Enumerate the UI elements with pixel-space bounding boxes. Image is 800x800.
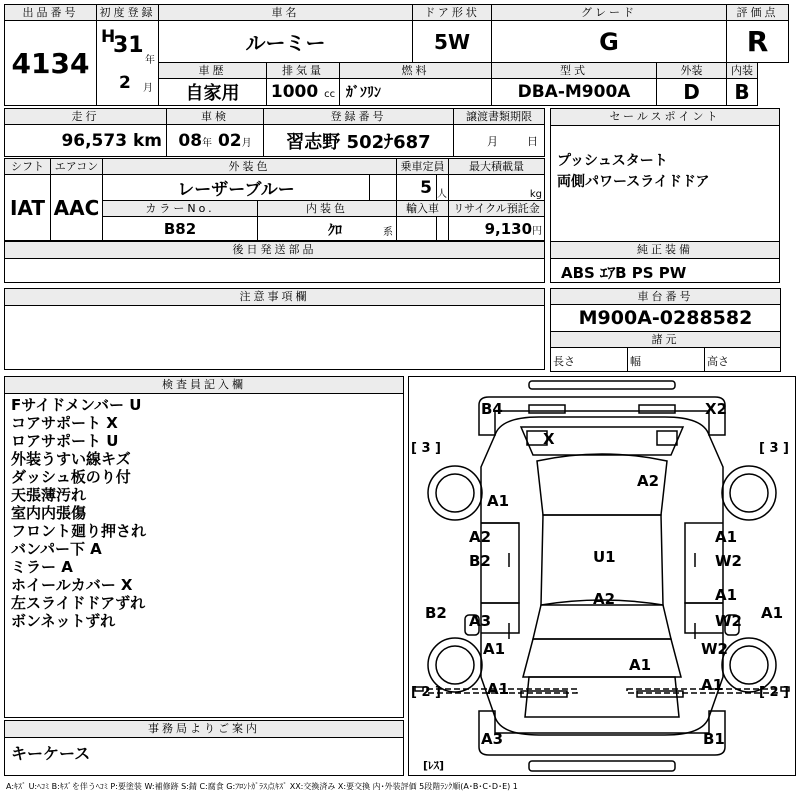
max-load-label: 最大積載量: [449, 159, 545, 175]
int-color-unit: 系: [383, 227, 394, 238]
equipment-box: [550, 241, 780, 283]
mileage: 96,573: [61, 130, 128, 151]
damage-mark: A1: [487, 492, 510, 510]
score-label: 評価点: [727, 5, 789, 21]
inspector-note: 天張薄汚れ: [11, 486, 87, 504]
displacement-unit: cc: [324, 89, 336, 100]
reg-year-unit: 年: [145, 55, 155, 66]
damage-mark: A3: [469, 612, 492, 630]
inspector-label: 検査員記入欄: [5, 377, 403, 394]
inspector-box: [4, 376, 404, 718]
inspector-note: 室内内張傷: [11, 504, 87, 522]
damage-mark: X2: [705, 400, 728, 418]
inspector-note: ダッシュ板のり付: [11, 468, 131, 486]
sales-label: セールスポイント: [551, 109, 779, 126]
import-cell-a: [397, 217, 437, 241]
era: H: [101, 27, 116, 47]
grade: G: [492, 21, 727, 63]
damage-mark: W2: [701, 640, 728, 658]
grade-label: グレード: [492, 5, 727, 21]
damage-mark: A1: [701, 676, 724, 694]
car-name-label: 車名: [159, 5, 413, 21]
car-name: ルーミー: [159, 21, 413, 63]
reg-no-label: 登録番号: [264, 109, 454, 125]
mileage-table: [4, 108, 545, 157]
inspector-note: ロアサポート U: [11, 432, 119, 450]
exterior-score: D: [657, 79, 727, 106]
damage-mark: A1: [629, 656, 652, 674]
displacement: 1000: [270, 82, 319, 102]
inspector-note: ミラー A: [11, 558, 73, 576]
notes-box: [4, 288, 545, 370]
inspection-label: 車検: [167, 109, 264, 125]
sales-box: [550, 108, 780, 242]
mileage-label: 走行: [5, 109, 167, 125]
office-note: キーケース: [11, 744, 91, 763]
score: R: [727, 21, 789, 63]
recycle-cell: [449, 217, 545, 241]
inspector-note: 左スライドドアずれ: [11, 594, 146, 612]
int-color-label: 内装色: [258, 201, 397, 217]
damage-mark: A2: [469, 528, 492, 546]
insp-month-unit: 月: [241, 137, 252, 149]
inspector-notes: [5, 394, 403, 632]
damage-mark: U1: [593, 548, 616, 566]
history-label: 車歴: [159, 63, 267, 79]
ac-label: エアコン: [51, 159, 103, 175]
recycle-unit: 円: [532, 225, 543, 237]
recycle: 9,130: [484, 219, 533, 238]
color-no: B82: [103, 217, 258, 241]
transfer-label: 譲渡書類期限: [454, 109, 545, 125]
import-cell-b: [437, 217, 449, 241]
height-label: 高さ: [705, 348, 781, 372]
damage-mark: B4: [481, 400, 503, 418]
chassis-table: [550, 288, 781, 372]
transfer-day-unit: 日: [527, 134, 538, 148]
bracket-label: [ﾚｽ]: [423, 759, 445, 772]
first-reg-label: 初度登録: [97, 5, 159, 21]
fuel: ｶﾞｿﾘﾝ: [340, 79, 492, 106]
interior-score: B: [727, 79, 758, 106]
door-label: ドア形状: [413, 5, 492, 21]
inspector-note: フロント廻り押され: [11, 522, 147, 540]
damage-mark: W2: [715, 612, 742, 630]
length-label: 長さ: [551, 348, 628, 372]
interior-label: 内装: [727, 63, 758, 79]
header-table: [4, 4, 789, 106]
first-reg-box: [97, 21, 159, 106]
damage-mark: A1: [487, 680, 510, 698]
bracket-label: [ 2 ]: [759, 685, 789, 700]
damage-mark: A1: [761, 604, 784, 622]
bracket-label: [ 3 ]: [411, 441, 441, 456]
inspector-note: 外装うすい線キズ: [11, 450, 131, 468]
color-no-label: カラーNo.: [103, 201, 258, 217]
width-label: 幅: [628, 348, 705, 372]
reg-no: 習志野 502ﾅ687: [264, 125, 454, 157]
capacity: 5: [397, 175, 437, 201]
inspector-note: ボンネットずれ: [11, 612, 116, 630]
damage-mark: A1: [715, 586, 738, 604]
insp-year-unit: 年: [202, 137, 213, 149]
mileage-cell: [5, 125, 167, 157]
inspection-cell: [167, 125, 264, 157]
damage-mark: A2: [637, 472, 660, 490]
car-diagram: [408, 376, 796, 776]
sales-point: プッシュスタート: [557, 153, 668, 169]
ac: AAC: [51, 175, 103, 241]
inspector-note: コアサポート X: [11, 414, 118, 432]
inspector-note: Fサイドメンバー U: [11, 396, 142, 414]
recycle-label: リサイクル預託金: [449, 201, 545, 217]
inspector-note: ホイールカバー X: [11, 576, 133, 594]
import-label: 輸入車: [397, 201, 449, 217]
ext-color-label: 外装色: [103, 159, 397, 175]
mileage-unit: km: [132, 130, 162, 151]
shift-label: シフト: [5, 159, 51, 175]
int-color: ｸﾛ: [328, 223, 342, 239]
specs-label: 諸元: [551, 332, 781, 348]
fuel-label: 燃料: [340, 63, 492, 79]
damage-mark: B1: [703, 730, 725, 748]
legend: A:ｷｽﾞ U:ﾍｺﾐ B:ｷｽﾞを伴うﾍｺﾐ P:要塗装 W:補修跡 S:錆 C:腐食 G:ﾌﾛﾝﾄｶﾞﾗｽ点ｷｽﾞ XX:交換済み X:要交換 内･外装評価 5段階ﾗﾝｸ順(A･B･C･D･E) 1: [6, 782, 518, 791]
displacement-cell: [267, 79, 340, 106]
office-box: [4, 720, 404, 776]
damage-mark: X: [543, 430, 555, 448]
damage-mark: A1: [715, 528, 738, 546]
later-parts-label: 後日発送部品: [5, 242, 544, 259]
model-label: 型式: [492, 63, 657, 79]
chassis-label: 車台番号: [551, 289, 781, 305]
damage-mark: B2: [469, 552, 491, 570]
equipment-label: 純正装備: [551, 242, 779, 259]
sales-points: [551, 126, 779, 195]
damage-mark: B2: [425, 604, 447, 622]
int-color-cell: [258, 217, 397, 241]
ext-color-blank: [370, 175, 397, 201]
capacity-label: 乗車定員: [397, 159, 449, 175]
damage-mark: A2: [593, 590, 616, 608]
car-outline: [409, 377, 795, 775]
insp-month: 02: [217, 130, 242, 151]
lot-label: 出品番号: [5, 5, 97, 21]
reg-year: 31: [113, 33, 144, 58]
reg-month-unit: 月: [143, 83, 153, 94]
inspector-note: バンパー下 A: [11, 540, 102, 558]
transfer-month-unit: 月: [487, 134, 498, 148]
damage-mark: A1: [483, 640, 506, 658]
exterior-label: 外装: [657, 63, 727, 79]
capacity-unit: 人: [437, 175, 449, 201]
notes-label: 注意事項欄: [5, 289, 544, 306]
equipment: ABS ｴｱB PS PW: [561, 264, 687, 282]
office-label: 事務局よりご案内: [5, 721, 403, 738]
chassis-number: M900A-0288582: [551, 305, 781, 332]
damage-mark: W2: [715, 552, 742, 570]
sales-point: 両側パワースライドドア: [557, 174, 710, 190]
damage-mark: A3: [481, 730, 504, 748]
history: 自家用: [159, 79, 267, 106]
bracket-label: [ 2 ]: [411, 685, 441, 700]
displacement-label: 排気量: [267, 63, 340, 79]
lot-number: 4134: [5, 21, 97, 106]
reg-month: 2: [119, 73, 131, 93]
max-load-unit: kg: [449, 175, 545, 201]
bracket-label: [ 3 ]: [759, 441, 789, 456]
ext-color: レーザーブルー: [103, 175, 370, 201]
shift: IAT: [5, 175, 51, 241]
door-type: 5W: [413, 21, 492, 63]
model: DBA-M900A: [492, 79, 657, 106]
spec-table: [4, 158, 545, 241]
transfer-cell: [454, 125, 545, 157]
insp-year: 08: [178, 130, 203, 151]
later-parts-box: [4, 241, 545, 283]
